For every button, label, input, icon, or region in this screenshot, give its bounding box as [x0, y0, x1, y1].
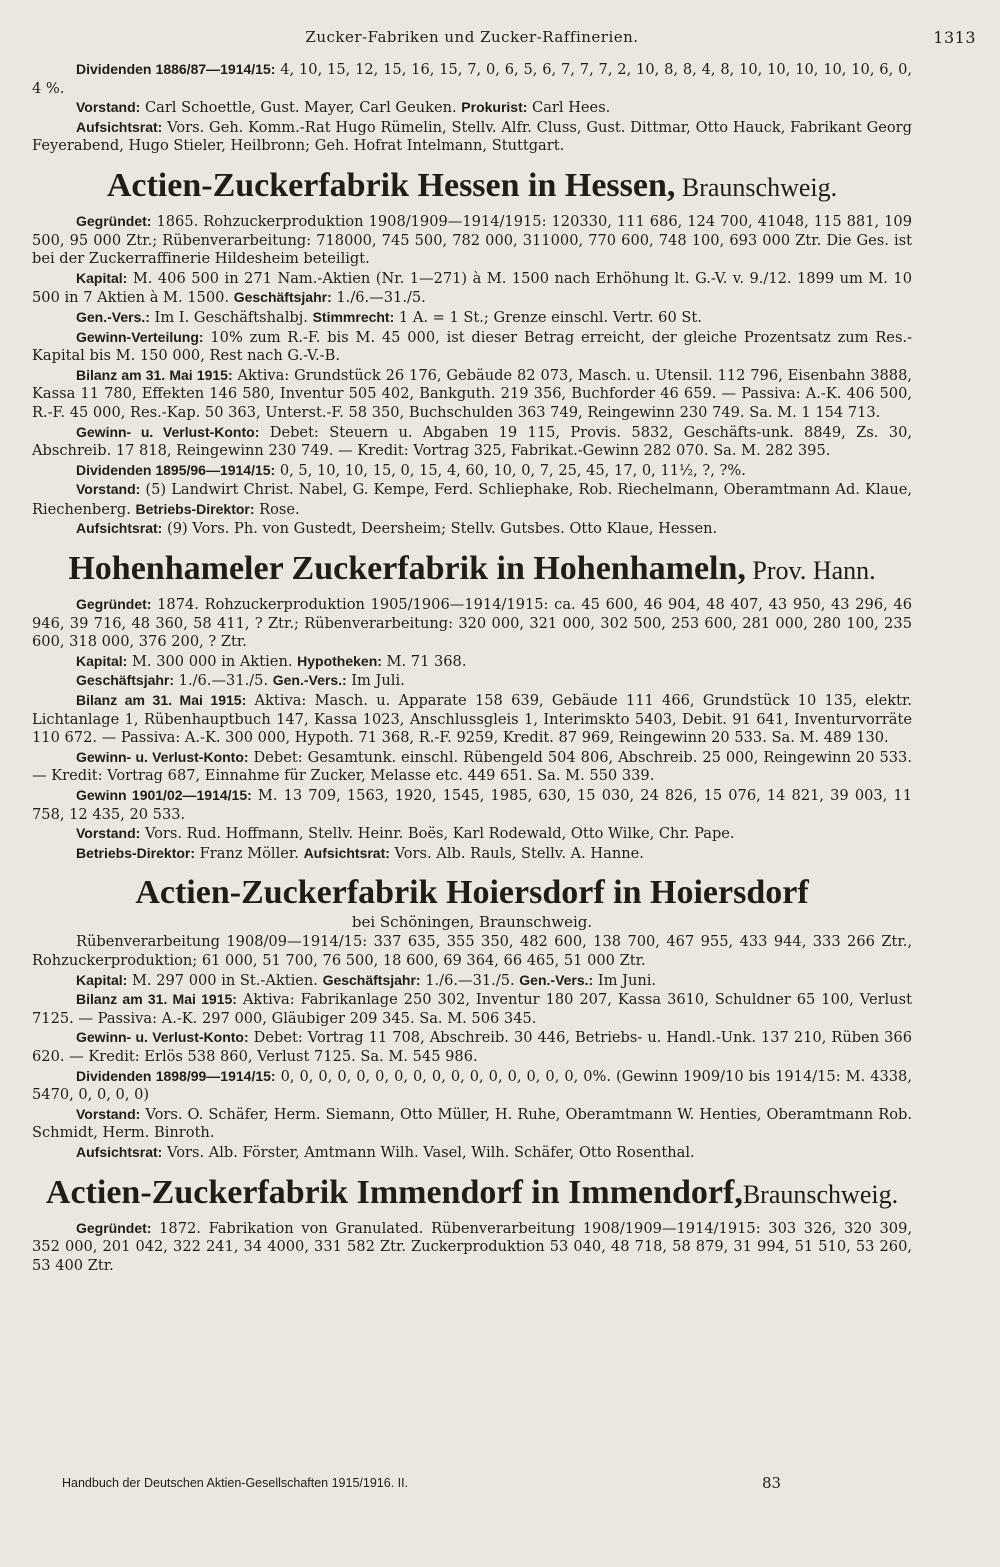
founded-paragraph: Gegründet: 1872. Fabrikation von Granulated. Rübenverarbeitung 1908/1909—1914/1915: 303 326, 320 309, 352 000, 201 042, 322 241, 34 4000, 331 582 Ztr. Zuckerproduktion 53 040, 48 718, 58 879, 31 994, 51 510, 53 260, 53 400 Ztr. — [32, 1219, 912, 1274]
board-paragraph: Vorstand: Carl Schoettle, Gust. Mayer, Carl Geuken. Prokurist: Carl Hees. — [76, 99, 611, 117]
capital-paragraph: Kapital: M. 406 500 in 271 Nam.-Aktien (Nr. 1—271) à M. 1500 nach Erhöhung lt. G.-V. v. 9./12. 1899 um M. 10 500 in 7 Aktien à M. 1500. Geschäftsjahr: 1./6.—31./5. — [32, 269, 912, 307]
capital-paragraph: Kapital: M. 297 000 in St.-Aktien. Geschäftsjahr: 1./6.—31./5. Gen.-Vers.: Im Juni. — [76, 971, 657, 989]
director-paragraph: Betriebs-Direktor: Franz Möller. Aufsichtsrat: Vors. Alb. Rauls, Stellv. A. Hanne. — [76, 844, 644, 862]
balance-paragraph: Bilanz am 31. Mai 1915: Aktiva: Grundstück 26 176, Gebäude 82 073, Masch. u. Utensil. 112 796, Eisenbahn 3888, Kassa 11 780, Effekten 146 580, Inventur 505 402, Bankguth. 219 356, Buchforder 46 659. — Passiva: A.-K. 406 500, R.-F. 45 000, Res.-Kap. 50 363, Unterst.-F. 58 350, Buchschulden 363 749, Reingewinn 230 749. Sa. M. 1 154 713. — [32, 366, 912, 421]
running-title: Zucker-Fabriken und Zucker-Raffinerien. — [305, 28, 639, 46]
meeting-paragraph: Gen.-Vers.: Im I. Geschäftshalbj. Stimmrecht: 1 A. = 1 St.; Grenze einschl. Vertr. 60 St. — [76, 308, 702, 326]
running-header — [32, 28, 976, 52]
page-footer — [62, 1476, 912, 1490]
profit-distribution-paragraph: Gewinn-Verteilung: 10% zum R.-F. bis M. 45 000, ist dieser Betrag erreicht, der gleiche Prozentsatz zum Res.-Kapital bis M. 150 000, Rest nach G.-V.-B. — [32, 328, 912, 365]
board-paragraph: Vorstand: Vors. O. Schäfer, Herm. Siemann, Otto Müller, H. Ruhe, Oberamtmann W. Henties, Oberamtmann Rob. Schmidt, Herm. Binroth. — [32, 1105, 912, 1142]
sheet-number: 83 — [762, 1474, 782, 1492]
company-subtitle: bei Schöningen, Braunschweig. — [351, 913, 593, 932]
dividends-paragraph: Dividenden 1898/99—1914/15: 0, 0, 0, 0, 0, 0, 0, 0, 0, 0, 0, 0, 0, 0, 0, 0, 0%. (Gewinn 1909/10 bis 1914/15: M. 4338, 5470, 0, 0, 0, 0) — [32, 1067, 912, 1104]
profit-loss-paragraph: Gewinn- u. Verlust-Konto: Debet: Gesamtunk. einschl. Rübengeld 504 806, Abschreib. 25 000, Reingewinn 20 533. — Kredit: Vortrag 687, Einnahme für Zucker, Melasse etc. 449 651. Sa. M. 550 339. — [32, 748, 912, 785]
company-title: Actien-Zuckerfabrik Hoiersdorf in Hoiersdorf — [135, 874, 809, 912]
dividends-paragraph: Dividenden 1886/87—1914/15: 4, 10, 15, 12, 15, 16, 15, 7, 0, 6, 5, 6, 7, 7, 7, 2, 10, 8, 8, 4, 8, 10, 10, 10, 10, 10, 6, 0, 4 %. — [32, 61, 912, 97]
intro-section — [32, 60, 912, 156]
profit-loss-paragraph: Gewinn- u. Verlust-Konto: Debet: Vortrag 11 708, Abschreib. 30 446, Betriebs- u. Handl.-Unk. 137 210, Rüben 366 620. — Kredit: Erlös 538 860, Verlust 7125. Sa. M. 545 986. — [32, 1029, 912, 1065]
dividends-paragraph: Dividenden 1895/96—1914/15: 0, 5, 10, 10, 15, 0, 15, 4, 60, 10, 0, 7, 25, 45, 17, 0, 11½, ?, ?%. — [76, 461, 746, 479]
production-paragraph: Rübenverarbeitung 1908/09—1914/15: 337 635, 355 350, 482 600, 138 700, 467 955, 433 944, 333 266 Ztr., Rohzuckerproduktion; 61 000, 51 700, 76 500, 18 600, 69 364, 66 465, 51 000 Ztr. — [32, 933, 912, 969]
capital-paragraph: Kapital: M. 300 000 in Aktien. Hypotheken: M. 71 368. — [76, 652, 467, 670]
profit-loss-paragraph: Gewinn- u. Verlust-Konto: Debet: Steuern u. Abgaben 19 115, Provis. 5832, Geschäfts-unk. 8849, Zs. 30, Abschreib. 17 818, Reingewinn 230 749. — Kredit: Vortrag 325, Fabrikat.-Gewinn 282 070. Sa. M. 282 395. — [32, 423, 912, 460]
company-hessen — [32, 164, 912, 539]
founded-paragraph: Gegründet: 1874. Rohzuckerproduktion 1905/1906—1914/1915: ca. 45 600, 46 904, 48 407, 43 950, 43 296, 46 946, 39 716, 48 360, 58 411, ? Ztr.; Rübenverarbeitung: 320 000, 321 000, 302 500, 253 600, 281 000, 280 100, 235 600, 318 000, 376 200, ? Ztr. — [32, 596, 912, 651]
board-paragraph: Vorstand: (5) Landwirt Christ. Nabel, G. Kempe, Ferd. Schliephake, Rob. Riechelmann, Oberamtmann Ad. Klaue, Riechenberg. Betriebs-Direktor: Rose. — [32, 481, 912, 518]
company-hohenhameln — [32, 547, 912, 863]
company-title: Actien-Zuckerfabrik Immendorf in Immendorf,Braunschweig. — [45, 1173, 899, 1211]
profit-history-paragraph: Gewinn 1901/02—1914/15: M. 13 709, 1563, 1920, 1545, 1985, 630, 15 030, 24 826, 15 076, 14 821, 39 003, 11 758, 12 435, 20 533. — [32, 787, 912, 823]
company-title: Actien-Zuckerfabrik Hessen in Hessen, Braunschweig. — [106, 166, 838, 204]
supervisory-board-paragraph: Aufsichtsrat: (9) Vors. Ph. von Gustedt, Deersheim; Stellv. Gutsbes. Otto Klaue, Hessen. — [76, 520, 718, 538]
company-title: Hohenhameler Zuckerfabrik in Hohenhameln, Prov. Hann. — [68, 550, 876, 588]
supervisory-board-paragraph: Aufsichtsrat: Vors. Alb. Förster, Amtmann Wilh. Vasel, Wilh. Schäfer, Otto Rosenthal. — [76, 1143, 695, 1161]
board-paragraph: Vorstand: Vors. Rud. Hoffmann, Stellv. Heinr. Boës, Karl Rodewald, Otto Wilke, Chr. Pape. — [76, 825, 735, 843]
supervisory-board-paragraph: Aufsichtsrat: Vors. Geh. Komm.-Rat Hugo Rümelin, Stellv. Alfr. Cluss, Gust. Dittmar, Otto Hauck, Fabrikant Georg Feyerabend, Hugo Stieler, Heilbronn; Geh. Hofrat Intelmann, Stuttgart. — [32, 118, 912, 155]
footer-source: Handbuch der Deutschen Aktien-Gesellschaften 1915/1916. II. — [62, 1476, 409, 1490]
page-number: 1313 — [933, 28, 976, 47]
balance-paragraph: Bilanz am 31. Mai 1915: Aktiva: Masch. u. Apparate 158 639, Gebäude 111 466, Grundstück 10 135, elektr. Lichtanlage 1, Rübenhauptbuch 147, Kassa 1023, Anschlussgleis 1, Interimskto 5403, Debit. 91 641, Inventurvorräte 110 672. — Passiva: A.-K. 300 000, Hypoth. 71 368, R.-F. 9259, Kredit. 87 969, Reingewinn 20 533. Sa. M. 489 130. — [32, 692, 912, 747]
fiscal-year-paragraph: Geschäftsjahr: 1./6.—31./5. Gen.-Vers.: Im Juli. — [76, 672, 405, 690]
balance-paragraph: Bilanz am 31. Mai 1915: Aktiva: Fabrikanlage 250 302, Inventur 180 207, Kassa 3610, Schuldner 65 100, Verlust 7125. — Passiva: A.-K. 297 000, Gläubiger 209 345. Sa. M. 506 345. — [32, 991, 912, 1027]
founded-paragraph: Gegründet: 1865. Rohzuckerproduktion 1908/1909—1914/1915: 120330, 111 686, 124 700, 41048, 115 881, 109 500, 95 000 Ztr.; Rübenverarbeitung: 718000, 745 500, 782 000, 311000, 770 600, 748 100, 693 000 Ztr. Die Ges. ist bei der Zuckerraffinerie Hildesheim beteiligt. — [32, 212, 912, 268]
company-immendorf — [32, 1171, 912, 1276]
company-hoiersdorf — [32, 871, 912, 1162]
